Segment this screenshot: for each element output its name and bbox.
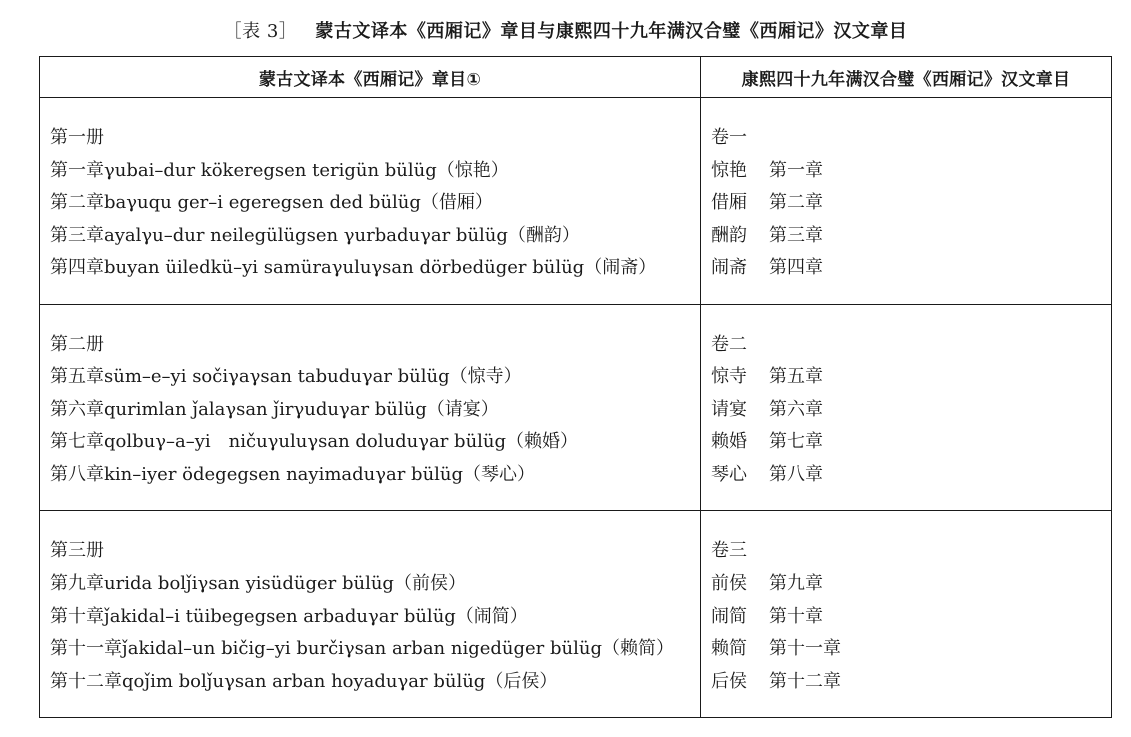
header-mongol-chapters: 蒙古文译本《西厢记》章目① xyxy=(40,57,701,98)
table-title: 蒙古文译本《西厢记》章目与康熙四十九年满汉合璧《西厢记》汉文章目 xyxy=(315,21,908,42)
kangxi-chapter-number: 第十一章 xyxy=(769,638,841,660)
header-kangxi-chapters: 康熙四十九年满汉合璧《西厢记》汉文章目 xyxy=(701,57,1112,98)
juan-heading: 卷一 xyxy=(711,127,747,148)
volume-heading: 第一册 xyxy=(50,127,104,148)
table-caption xyxy=(0,19,1131,45)
kangxi-chapter-entry xyxy=(711,187,1101,220)
kangxi-chapter-name: 前侯 xyxy=(711,572,747,594)
kangxi-chapter-entry xyxy=(711,568,1101,601)
table-row-volume-3 xyxy=(40,511,1112,718)
kangxi-chapter-number: 第三章 xyxy=(769,224,823,246)
kangxi-chapter-name: 琴心 xyxy=(711,464,747,486)
kangxi-chapter-entry xyxy=(711,666,1101,699)
kangxi-cell-juan-2 xyxy=(701,304,1112,511)
kangxi-chapter-entry xyxy=(711,220,1101,253)
mongol-chapter-entry: 第十二章qoǰim bolǰuγsan arban hoyaduγar bülüg（后侯） xyxy=(50,670,558,692)
kangxi-chapter-entry xyxy=(711,633,1101,666)
kangxi-chapter-entry xyxy=(711,394,1101,427)
kangxi-cell-juan-3 xyxy=(701,511,1112,718)
mongol-chapter-entry: 第六章qurimlan ǰalaγsan ǰirγuduγar bülüg（请宴） xyxy=(50,398,499,420)
kangxi-chapter-name: 赖婚 xyxy=(711,431,747,453)
mongol-chapter-entry: 第三章ayalγu–dur neilegülügsen γurbaduγar bülüg（酬韵） xyxy=(50,224,580,246)
mongol-cell-volume-3 xyxy=(40,511,701,718)
kangxi-chapter-entry xyxy=(711,252,1101,285)
kangxi-chapter-name: 后侯 xyxy=(711,670,747,692)
kangxi-chapter-name: 闹简 xyxy=(711,605,747,627)
kangxi-chapter-number: 第十章 xyxy=(769,605,823,627)
kangxi-chapter-number: 第九章 xyxy=(769,572,823,594)
mongol-chapter-entry: 第七章qolbuγ–a–yi ničuγuluγsan doluduγar bülüg（赖婚） xyxy=(50,431,579,453)
kangxi-chapter-number: 第六章 xyxy=(769,398,823,420)
kangxi-chapter-name: 惊寺 xyxy=(711,366,747,388)
kangxi-chapter-name: 惊艳 xyxy=(711,159,747,181)
mongol-chapter-entry: 第十一章ǰakidal–un bičig–yi burčiγsan arban nigedüger bülüg（赖简） xyxy=(50,638,674,660)
kangxi-chapter-name: 闹斋 xyxy=(711,257,747,279)
kangxi-chapter-entry xyxy=(711,459,1101,492)
mongol-chapter-entry: 第八章kin–iyer ödegegsen nayimaduγar bülüg（琴心） xyxy=(50,464,536,486)
mongol-chapter-entry: 第五章süm–e–yi sočiγaγsan tabuduγar bülüg（惊寺） xyxy=(50,366,522,388)
table-header-row xyxy=(40,57,1112,98)
kangxi-chapter-number: 第八章 xyxy=(769,464,823,486)
mongol-chapter-entry: 第一章γubai–dur kökeregsen terigün bülüg（惊艳） xyxy=(50,159,509,181)
kangxi-chapter-entry xyxy=(711,426,1101,459)
kangxi-chapter-entry xyxy=(711,601,1101,634)
volume-heading: 第三册 xyxy=(50,540,104,562)
table-number: ［表 3］ xyxy=(223,21,298,42)
mongol-chapter-entry: 第九章urida bolǰiγsan yisüdüger bülüg（前侯） xyxy=(50,572,466,594)
kangxi-chapter-number: 第十二章 xyxy=(769,670,841,692)
table-row-volume-1 xyxy=(40,98,1112,305)
kangxi-chapter-number: 第一章 xyxy=(769,159,823,181)
kangxi-chapter-number: 第四章 xyxy=(769,257,823,279)
kangxi-chapter-name: 赖简 xyxy=(711,638,747,660)
mongol-cell-volume-2 xyxy=(40,304,701,511)
kangxi-chapter-name: 借厢 xyxy=(711,192,747,214)
juan-heading: 卷三 xyxy=(711,540,747,562)
juan-heading: 卷二 xyxy=(711,333,747,355)
table-row-volume-2 xyxy=(40,304,1112,511)
kangxi-chapter-number: 第二章 xyxy=(769,192,823,214)
chapter-comparison-table xyxy=(39,56,1112,718)
mongol-chapter-entry: 第十章ǰakidal–i tüibegegsen arbaduγar bülüg（闹简） xyxy=(50,605,528,627)
kangxi-cell-juan-1 xyxy=(701,98,1112,305)
mongol-chapter-entry: 第二章baγuqu ger–i egeregsen ded bülüg（借厢） xyxy=(50,192,493,214)
kangxi-chapter-entry xyxy=(711,361,1101,394)
volume-heading: 第二册 xyxy=(50,333,104,355)
mongol-chapter-entry: 第四章buyan üiledkü–yi samüraγuluγsan dörbedüger bülüg（闹斋） xyxy=(50,257,657,279)
kangxi-chapter-number: 第五章 xyxy=(769,366,823,388)
kangxi-chapter-name: 酬韵 xyxy=(711,224,747,246)
kangxi-chapter-number: 第七章 xyxy=(769,431,823,453)
kangxi-chapter-name: 请宴 xyxy=(711,398,747,420)
kangxi-chapter-entry xyxy=(711,155,1101,188)
mongol-cell-volume-1 xyxy=(40,98,701,305)
